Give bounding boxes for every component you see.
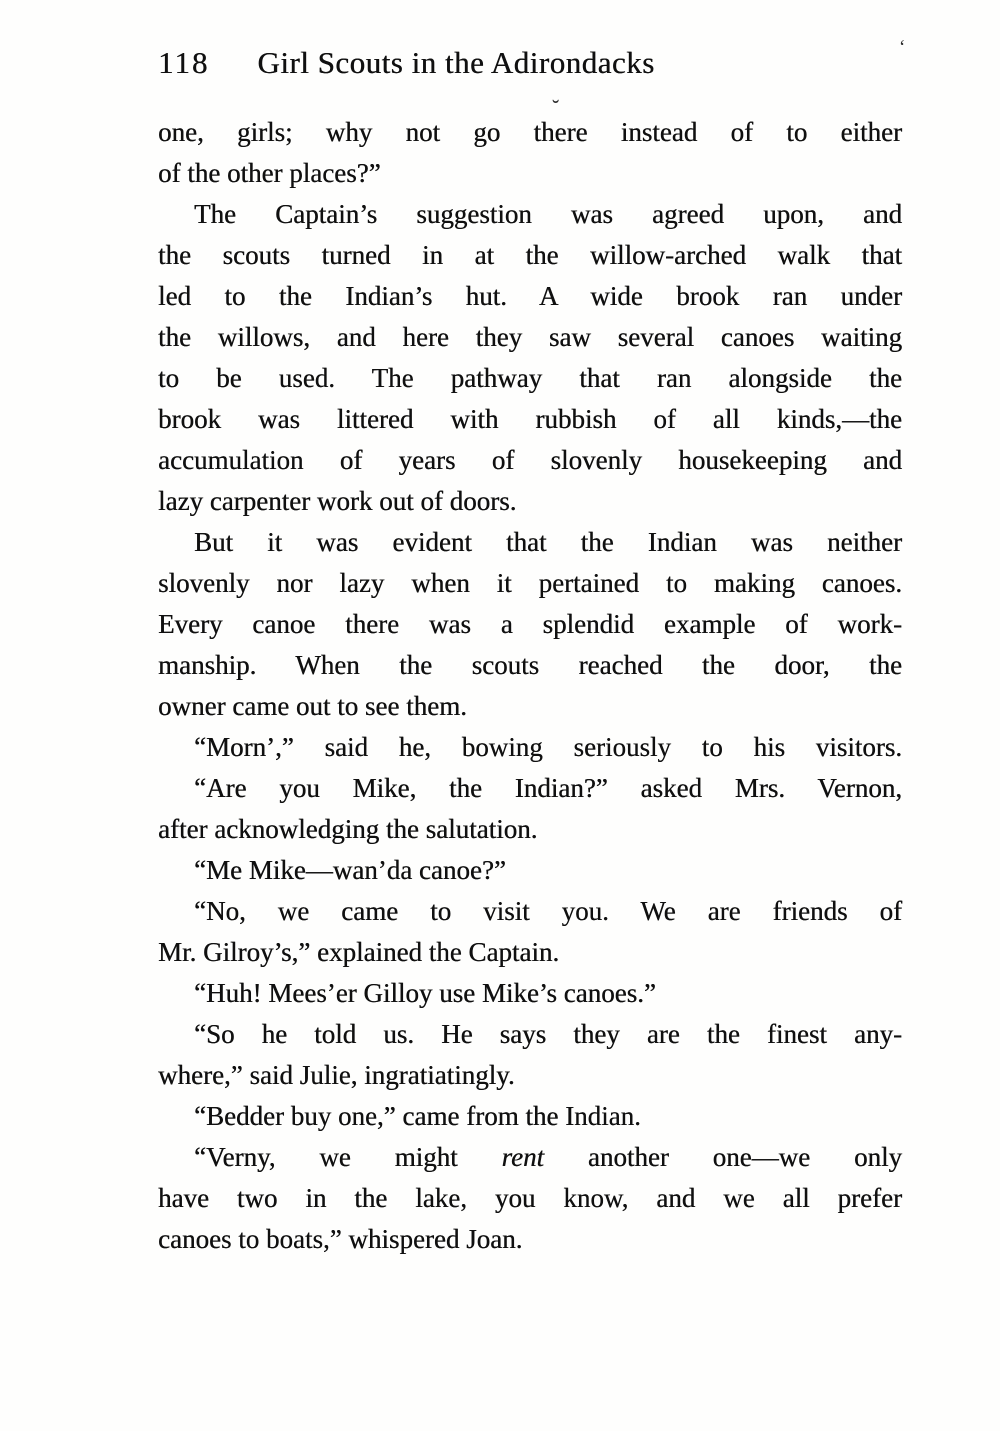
text-line <box>158 768 902 809</box>
text-segment: lazy carpenter work out of doors. <box>158 486 517 516</box>
text-segment: slovenly nor lazy when it pertained to making canoes. <box>158 568 902 598</box>
text-segment: owner came out to see them. <box>158 691 467 721</box>
text-segment: have two in the lake, you know, and we all prefer <box>158 1183 902 1213</box>
page-number: 118 <box>158 45 210 80</box>
running-title: Girl Scouts in the Adirondacks <box>257 45 655 80</box>
text-line <box>158 522 902 563</box>
text-line <box>158 1055 902 1096</box>
text-segment: “Huh! Mees’er Gilloy use Mike’s canoes.” <box>194 978 656 1008</box>
text-line <box>158 440 902 481</box>
text-line <box>158 1014 902 1055</box>
text-segment: “No, we came to visit you. We are friends of <box>194 896 902 926</box>
text-line <box>158 850 902 891</box>
text-segment: after acknowledging the salutation. <box>158 814 538 844</box>
text-line <box>158 1137 902 1178</box>
text-line <box>158 891 902 932</box>
text-line <box>158 235 902 276</box>
text-line <box>158 399 902 440</box>
italic-text: rent <box>501 1142 545 1172</box>
text-line <box>158 276 902 317</box>
text-segment: The Captain’s suggestion was agreed upon, and <box>194 199 902 229</box>
text-line <box>158 932 902 973</box>
text-segment: “Morn’,” said he, bowing seriously to his visitors. <box>194 732 902 762</box>
text-segment: “Verny, we might <box>194 1142 502 1172</box>
text-segment: “Bedder buy one,” came from the Indian. <box>194 1101 641 1131</box>
text-segment: brook was littered with rubbish of all kinds,—the <box>158 404 902 434</box>
text-line <box>158 604 902 645</box>
scan-artifact-top-right: ‘ <box>899 37 906 58</box>
running-head <box>158 44 903 82</box>
text-line <box>158 1178 902 1219</box>
text-segment: to be used. The pathway that ran alongside the <box>158 363 902 393</box>
text-line <box>158 1219 902 1260</box>
text-line <box>158 563 902 604</box>
text-line <box>158 727 902 768</box>
text-line <box>158 645 902 686</box>
text-segment: where,” said Julie, ingratiatingly. <box>158 1060 515 1090</box>
text-segment: “So he told us. He says they are the finest any- <box>194 1019 902 1049</box>
text-line <box>158 481 902 522</box>
text-line <box>158 809 902 850</box>
text-segment: Every canoe there was a splendid example of work- <box>158 609 902 639</box>
text-segment: the scouts turned in at the willow-arched walk that <box>158 240 902 270</box>
text-line <box>158 1096 902 1137</box>
text-segment: “Are you Mike, the Indian?” asked Mrs. Vernon, <box>194 773 902 803</box>
text-segment: the willows, and here they saw several canoes waiting <box>158 322 902 352</box>
text-segment: of the other places?” <box>158 158 381 188</box>
text-line <box>158 194 902 235</box>
text-segment: canoes to boats,” whispered Joan. <box>158 1224 523 1254</box>
text-segment: manship. When the scouts reached the door, the <box>158 650 902 680</box>
text-segment: one, girls; why not go there instead of to either <box>158 117 902 147</box>
text-line <box>158 153 902 194</box>
text-line <box>158 317 902 358</box>
text-line <box>158 358 902 399</box>
text-segment: Mr. Gilroy’s,” explained the Captain. <box>158 937 560 967</box>
text-line <box>158 112 902 153</box>
text-segment: another one—we only <box>544 1142 902 1172</box>
text-segment: led to the Indian’s hut. A wide brook ran under <box>158 281 902 311</box>
text-line <box>158 973 902 1014</box>
text-segment: accumulation of years of slovenly housekeeping and <box>158 445 902 475</box>
text-segment: But it was evident that the Indian was neither <box>194 527 902 557</box>
scan-artifact-under-title: ˘ <box>552 94 560 123</box>
text-block <box>158 112 902 1260</box>
text-line <box>158 686 902 727</box>
text-segment: “Me Mike—wan’da canoe?” <box>194 855 506 885</box>
